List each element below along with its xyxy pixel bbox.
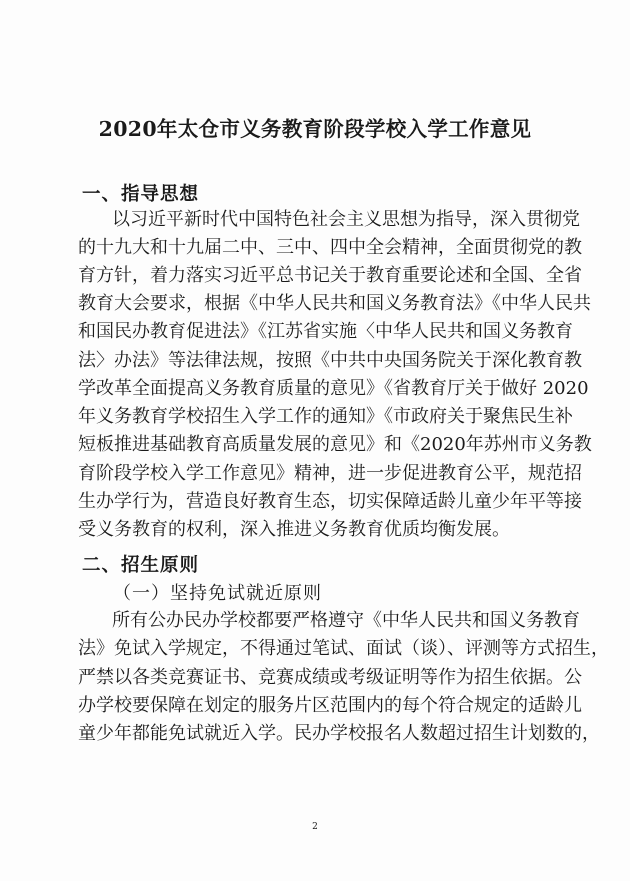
document-title: 2020年太仓市义务教育阶段学校入学工作意见 (98, 117, 532, 141)
paragraph-line: 育方针，着力落实习近平总书记关于教育重要论述和全国、全省 (78, 265, 582, 286)
page-number: 2 (312, 822, 318, 832)
paragraph-line: 所有公办民办学校都要严格遵守《中华人民共和国义务教育 (112, 610, 580, 631)
paragraph-line: 年义务教育学校招生入学工作的通知》《市政府关于聚焦民生补 (78, 406, 573, 427)
paragraph-line: 法》免试入学规定，不得通过笔试、面试（谈）、评测等方式招生， (78, 638, 609, 659)
paragraph-line: 育阶段学校入学工作意见》精神，进一步促进教育公平，规范招 (78, 463, 582, 484)
section-heading-guiding-ideology: 一、指导思想 (82, 184, 200, 205)
paragraph-line: 办学校要保障在划定的服务片区范围内的每个符合规定的适龄儿 (78, 695, 582, 716)
paragraph-line: 法〉办法》等法律法规，按照《中共中央国务院关于深化教育教 (78, 350, 582, 371)
paragraph-line: 童少年都能免试就近入学。民办学校报名人数超过招生计划数的， (78, 723, 600, 744)
paragraph-line: 生办学行为，营造良好教育生态，切实保障适龄儿童少年平等接 (78, 491, 582, 512)
paragraph-line: 的十九大和十九届二中、三中、四中全会精神，全面贯彻党的教 (78, 237, 582, 258)
paragraph-line: 教育大会要求，根据《中华人民共和国义务教育法》《中华人民共 (78, 293, 591, 314)
paragraph-line: 短板推进基础教育高质量发展的意见》和《2020年苏州市义务教 (78, 434, 592, 455)
sub-heading-exam-free-nearby: （一）坚持免试就近原则 (113, 583, 322, 604)
section-heading-enrollment-principles: 二、招生原则 (82, 555, 200, 576)
paragraph-line: 严禁以各类竞赛证书、竞赛成绩或考级证明等作为招生依据。公 (78, 667, 582, 688)
paragraph-line: 和国民办教育促进法》《江苏省实施〈中华人民共和国义务教育 (78, 321, 573, 342)
paragraph-line: 受义务教育的权利，深入推进义务教育优质均衡发展。 (78, 519, 510, 540)
paragraph-line: 以习近平新时代中国特色社会主义思想为指导，深入贯彻党 (112, 209, 580, 230)
paragraph-line: 学改革全面提高义务教育质量的意见》《省教育厅关于做好 2020 (78, 378, 589, 399)
